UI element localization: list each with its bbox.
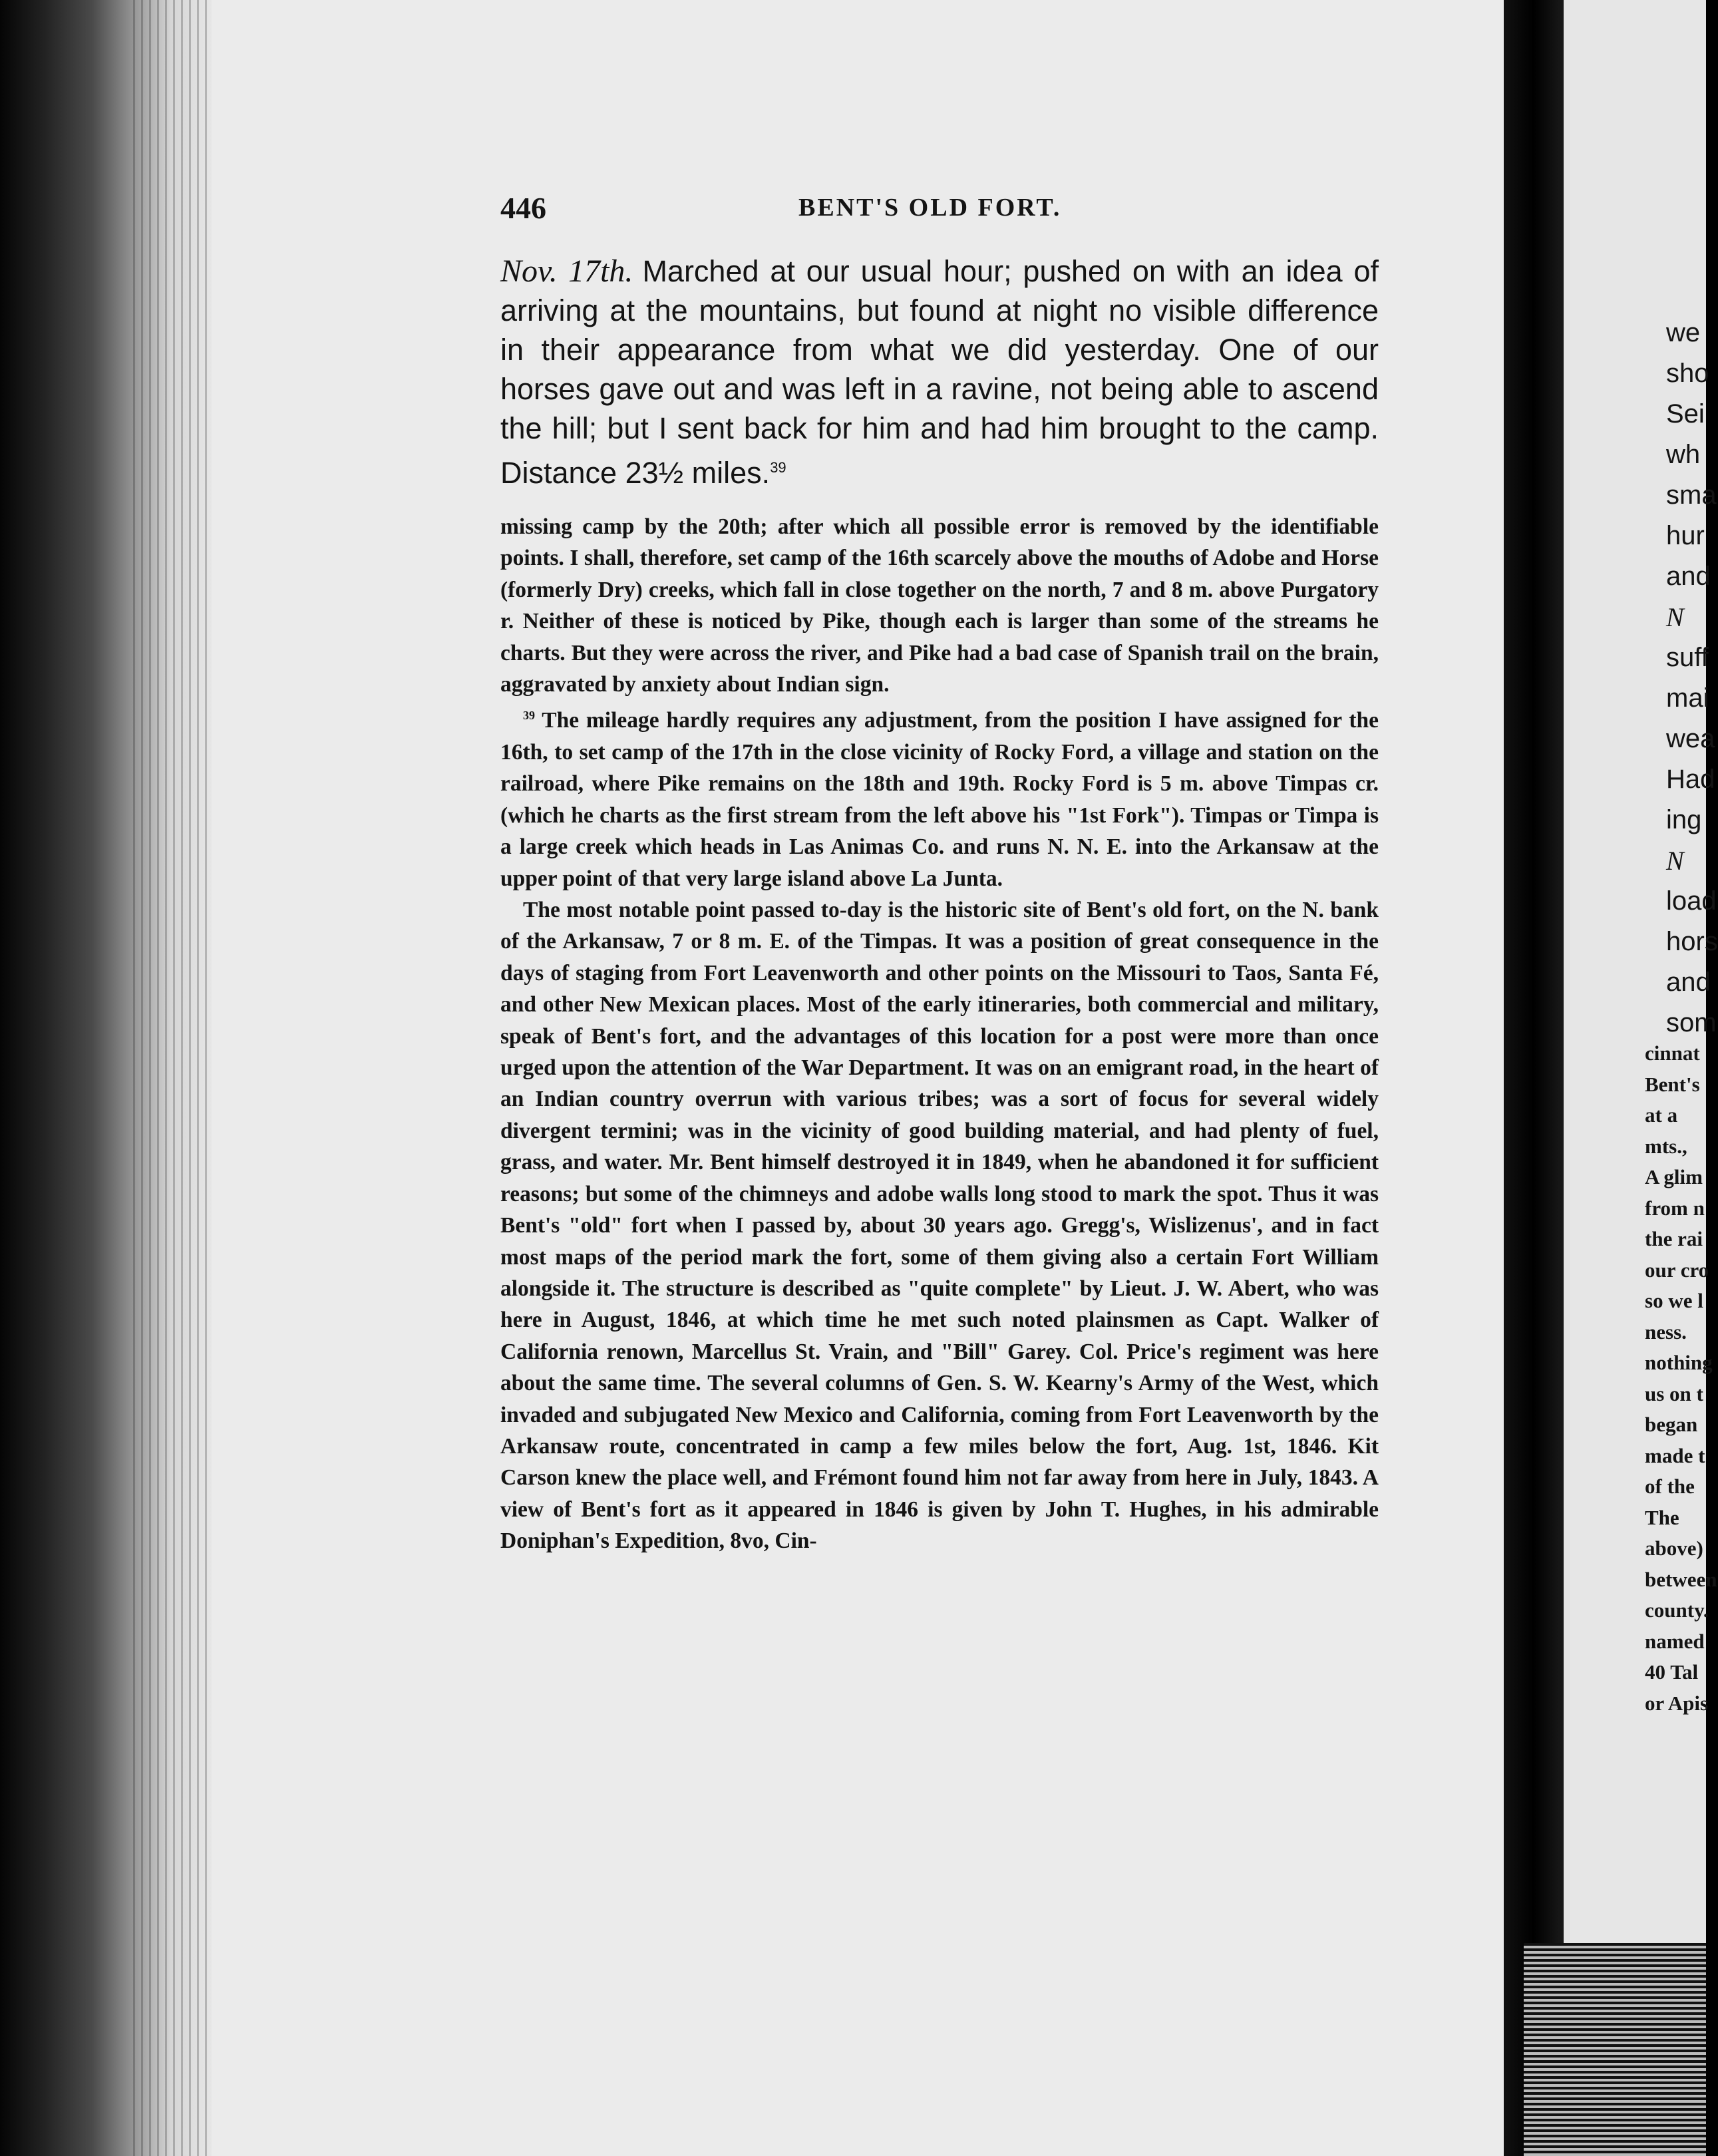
right-note-line: cinnat	[1645, 1041, 1700, 1065]
right-line: mai	[1666, 683, 1709, 713]
right-note-line: our cro	[1645, 1258, 1709, 1282]
right-line: N	[1666, 602, 1684, 632]
right-line: suff	[1666, 643, 1709, 672]
right-line: and	[1666, 562, 1711, 591]
right-note-line: at a	[1645, 1103, 1678, 1127]
right-note-line: Bent's	[1645, 1072, 1700, 1096]
right-note-line: named	[1645, 1629, 1705, 1653]
right-line: Had	[1666, 765, 1715, 794]
right-note-line: or Apis	[1645, 1691, 1709, 1715]
book-gutter	[1504, 0, 1564, 2156]
right-line: we	[1666, 318, 1701, 347]
page-number: 446	[500, 191, 546, 225]
footnote-39	[500, 700, 1379, 894]
right-note-line: A glim	[1645, 1165, 1703, 1188]
entry-body: Marched at our usual hour; pushed on with an idea of arriving at the mountains, but found at night no visible difference in their appearance from what we did yesterday. One of our horses gave out and was left in a ravine, not being able to ascend the hill; but I sent back for him and had him brought to the camp. Distance 23½ miles.	[500, 254, 1379, 490]
right-line: hors	[1666, 927, 1718, 956]
note-reference: 39	[770, 459, 786, 476]
right-line: hur	[1666, 521, 1705, 550]
journal-entry	[500, 252, 1379, 492]
right-note-line: the rai	[1645, 1227, 1703, 1250]
right-note-line: ness.	[1645, 1320, 1687, 1344]
footnotes	[500, 511, 1379, 1557]
running-head: BENT'S OLD FORT.	[798, 194, 1062, 222]
right-line: wh	[1666, 440, 1701, 469]
footnote-number: 39	[523, 709, 535, 723]
footnote-continued: missing camp by the 20th; after which all possible error is removed by the identifiable points. I shall, therefore, set camp of the 16th scarcely above the mouths of Adobe and Horse (formerly Dry) creeks, which fall in close together on the north, 7 and 8 m. above Purgatory r. Neither of these is noticed by Pike, though each is larger than some of the streams he charts. But they were across the river, and Pike had a bad case of Spanish trail on the brain, aggravated by anxiety about Indian sign.	[500, 514, 1379, 697]
right-note-line: began	[1645, 1413, 1698, 1436]
right-page-notes	[1645, 1038, 1717, 1719]
right-note-line: nothing	[1645, 1351, 1713, 1374]
right-line: Sei	[1666, 399, 1705, 429]
right-note-line: county.	[1645, 1598, 1709, 1622]
entry-date: Nov. 17th.	[500, 254, 633, 289]
right-note-line: above)	[1645, 1536, 1703, 1560]
footnote-39-text: The mileage hardly requires any adjustment, from the position I have assigned for the 16th, to set camp of the 17th in the close vicinity of Rocky Ford, a village and station on the railroad, where Pike remains on the 18th and 19th. Rocky Ford is 5 m. above Timpas cr. (which he charts as the first stream from the left above his "1st Fork"). Timpas or Timpa is a large creek which heads in Las Animas Co. and runs N. N. E. into the Arkansaw at the upper point of that very large island above La Junta.	[500, 708, 1379, 891]
right-line: and	[1666, 968, 1711, 997]
page-edge-stack-bottom	[1524, 1943, 1706, 2156]
page-edge-stack	[133, 0, 220, 2156]
right-line: load	[1666, 886, 1717, 916]
right-line: sma	[1666, 480, 1717, 510]
right-line: sho	[1666, 359, 1709, 388]
right-line: ing	[1666, 805, 1702, 834]
right-note-line: between	[1645, 1567, 1717, 1591]
footnote-39-paragraph-2: The most notable point passed to-day is the historic site of Bent's old fort, on the N. bank of the Arkansaw, 7 or 8 m. E. of the Timpas. It was a position of great consequence in the days of staging from Fort Leavenworth and other points on the Missouri to Taos, Santa Fé, and other New Mexican places. Most of the early itineraries, both commercial and military, speak of Bent's fort, and the advantages of this location for a post were more than once urged upon the attention of the War Department. It was on an emigrant road, in the heart of an Indian country overrun with various tribes; was a sort of focus for several widely divergent termini; was in the vicinity of good building material, and had plenty of fuel, grass, and water. Mr. Bent himself destroyed it in 1849, when he abandoned it for sufficient reasons; but some of the chimneys and adobe walls long stood to mark the spot. Thus it was Bent's "old" fort when I passed by, about 30 years ago. Gregg's, Wislizenus', and in fact most maps of the period mark the fort, some of them giving also a certain Fort William alongside it. The structure is described as "quite complete" by Lieut. J. W. Abert, who was here in August, 1846, at which time he met such noted plainsmen as Capt. Walker of California renown, Marcellus St. Vrain, and "Bill" Garey. Col. Price's regiment was here about the same time. The several columns of Gen. S. W. Kearny's Army of the West, which invaded and subjugated New Mexico and California, coming from Fort Leavenworth by the Arkansaw route, concentrated in camp a few miles below the fort, Aug. 1st, 1846. Kit Carson knew the place well, and Frémont found him not far away from here in July, 1843. A view of Bent's fort as it appeared in 1846 is given by John T. Hughes, in his admirable Doniphan's Expedition, 8vo, Cin-	[500, 898, 1379, 1554]
right-line: wea	[1666, 724, 1715, 753]
right-note-line: of the	[1645, 1475, 1695, 1498]
right-note-line: 40 Tal	[1645, 1660, 1699, 1684]
right-note-line: from n	[1645, 1196, 1705, 1220]
page-header	[500, 190, 1379, 230]
right-line: N	[1666, 846, 1684, 876]
right-line: som	[1666, 1008, 1717, 1037]
right-note-line: so we l	[1645, 1289, 1703, 1312]
right-note-line: The	[1645, 1505, 1679, 1529]
right-page-main-text	[1666, 313, 1718, 1043]
right-note-line: mts.,	[1645, 1134, 1687, 1158]
right-note-line: us on t	[1645, 1381, 1703, 1405]
right-note-line: made t	[1645, 1443, 1705, 1467]
